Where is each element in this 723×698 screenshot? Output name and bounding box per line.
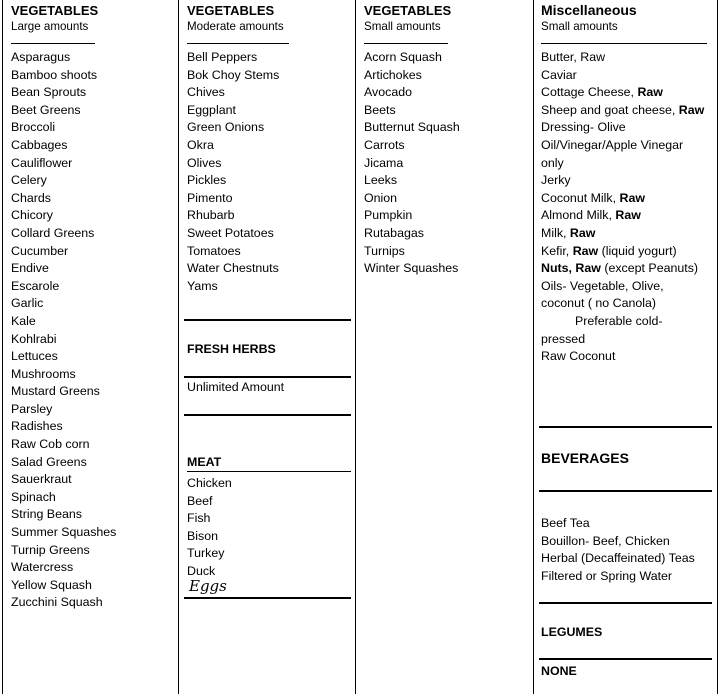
list-item: Beet Greens bbox=[11, 102, 81, 117]
underline bbox=[541, 36, 707, 44]
legumes-value: NONE bbox=[541, 664, 577, 678]
beverages-list bbox=[541, 515, 695, 585]
item-raw: Raw bbox=[615, 208, 641, 223]
column-title: Miscellaneous bbox=[541, 2, 637, 18]
list-item: Chicory bbox=[11, 208, 53, 223]
list-item: Sauerkraut bbox=[11, 472, 72, 487]
list-item: Green Onions bbox=[187, 120, 265, 135]
list-item: coconut ( no Canola) bbox=[541, 296, 657, 311]
list-item: Collard Greens bbox=[11, 225, 95, 240]
list-item: Beef bbox=[187, 493, 213, 508]
vegetable-list bbox=[11, 49, 116, 612]
list-item: Mustard Greens bbox=[11, 384, 100, 399]
item-text: Cottage Cheese, bbox=[541, 85, 638, 100]
handwritten-eggs: Eggs bbox=[189, 576, 227, 595]
beverages-title: BEVERAGES bbox=[541, 450, 629, 466]
list-item: Artichokes bbox=[364, 67, 422, 82]
item-raw: Nuts, Raw bbox=[541, 261, 601, 276]
list-item: Kale bbox=[11, 313, 36, 328]
list-item: Tomatoes bbox=[187, 243, 241, 258]
list-item: Raw Coconut bbox=[541, 349, 616, 364]
list-item: Olives bbox=[187, 155, 222, 170]
list-item: Turnips bbox=[364, 243, 405, 258]
underline bbox=[11, 36, 95, 44]
list-item bbox=[541, 84, 707, 102]
list-item: Radishes bbox=[11, 419, 63, 434]
section-divider bbox=[539, 602, 712, 604]
list-item: Chards bbox=[11, 190, 51, 205]
list-item: Asparagus bbox=[11, 50, 71, 64]
item-text: Almond Milk, bbox=[541, 208, 616, 223]
column-subtitle: Moderate amounts bbox=[187, 20, 284, 33]
table-border-left bbox=[2, 0, 3, 694]
item-text: Milk, bbox=[541, 225, 570, 240]
column-divider bbox=[178, 0, 179, 694]
list-item: Parsley bbox=[11, 401, 53, 416]
list-item: Acorn Squash bbox=[364, 50, 442, 64]
list-item: Beets bbox=[364, 102, 396, 117]
item-raw: Raw bbox=[678, 102, 705, 117]
list-item: Yams bbox=[187, 278, 218, 293]
list-item: Pickles bbox=[187, 173, 227, 188]
list-item: Zucchini Squash bbox=[11, 595, 103, 610]
list-item: Yellow Squash bbox=[11, 577, 92, 592]
list-item bbox=[541, 225, 707, 243]
column-title: VEGETABLES bbox=[364, 3, 452, 18]
list-item bbox=[541, 260, 707, 278]
legumes-title: LEGUMES bbox=[541, 625, 603, 639]
list-item bbox=[541, 207, 707, 225]
column-miscellaneous bbox=[541, 3, 707, 366]
list-item: Pumpkin bbox=[364, 208, 413, 223]
list-item bbox=[541, 190, 707, 208]
list-item: Kohlrabi bbox=[11, 331, 57, 346]
item-text: Sheep and goat cheese, bbox=[541, 102, 679, 117]
list-item bbox=[541, 102, 707, 120]
section-divider bbox=[184, 414, 351, 416]
column-divider bbox=[355, 0, 356, 694]
column-large-vegetables bbox=[11, 3, 116, 612]
list-item: pressed bbox=[541, 331, 586, 346]
section-divider bbox=[184, 376, 351, 378]
list-item: Chives bbox=[187, 85, 225, 100]
list-item: Chicken bbox=[187, 476, 232, 490]
list-item: Mushrooms bbox=[11, 366, 76, 381]
list-item: Celery bbox=[11, 173, 47, 188]
list-item: Onion bbox=[364, 190, 398, 205]
table-border-right bbox=[717, 0, 718, 694]
column-subtitle: Large amounts bbox=[11, 20, 89, 33]
list-item: Cabbages bbox=[11, 137, 68, 152]
item-text: Kefir, bbox=[541, 243, 573, 258]
fresh-herbs-title: FRESH HERBS bbox=[187, 342, 276, 356]
list-item: Endive bbox=[11, 261, 49, 276]
list-item: only bbox=[541, 155, 564, 170]
item-raw: Raw bbox=[619, 190, 645, 205]
list-item: Bean Sprouts bbox=[11, 85, 87, 100]
item-raw: Raw bbox=[572, 243, 599, 258]
list-item: Sweet Potatoes bbox=[187, 225, 274, 240]
list-item: Bok Choy Stems bbox=[187, 67, 280, 82]
section-divider bbox=[539, 426, 712, 428]
list-item: Pimento bbox=[187, 190, 233, 205]
list-item: Water Chestnuts bbox=[187, 261, 279, 276]
list-item: String Beans bbox=[11, 507, 82, 522]
column-title: VEGETABLES bbox=[11, 3, 99, 18]
column-subtitle: Small amounts bbox=[364, 20, 441, 33]
column-subtitle: Small amounts bbox=[541, 20, 618, 33]
food-table bbox=[2, 0, 718, 694]
list-item: Okra bbox=[187, 137, 214, 152]
vegetable-list bbox=[364, 49, 460, 278]
list-item: Turkey bbox=[187, 546, 225, 561]
meat-title: MEAT bbox=[187, 455, 351, 472]
list-item: Rutabagas bbox=[364, 225, 424, 240]
item-text: Coconut Milk, bbox=[541, 190, 620, 205]
list-item: Bamboo shoots bbox=[11, 67, 98, 82]
beverages-list-wrap bbox=[541, 515, 695, 585]
list-item: Beef Tea bbox=[541, 516, 590, 530]
column-divider bbox=[533, 0, 534, 694]
list-item: Bell Peppers bbox=[187, 50, 258, 64]
meat-list-wrap bbox=[187, 475, 232, 595]
list-item: Cauliflower bbox=[11, 155, 73, 170]
underline bbox=[364, 36, 448, 44]
list-item: Leeks bbox=[364, 173, 398, 188]
list-item bbox=[541, 243, 707, 261]
list-item: Jerky bbox=[541, 173, 571, 188]
list-item: Escarole bbox=[11, 278, 60, 293]
list-item: Lettuces bbox=[11, 349, 58, 364]
section-divider bbox=[184, 319, 351, 321]
list-item: Jicama bbox=[364, 155, 404, 170]
list-item: Rhubarb bbox=[187, 208, 235, 223]
section-divider bbox=[539, 490, 712, 492]
list-item: Caviar bbox=[541, 67, 577, 82]
list-item: Turnip Greens bbox=[11, 542, 90, 557]
list-item: Raw Cob corn bbox=[11, 437, 90, 452]
list-item: Herbal (Decaffeinated) Teas bbox=[541, 551, 695, 566]
list-item: Preferable cold- bbox=[575, 313, 663, 328]
misc-list bbox=[541, 49, 707, 366]
list-item: Summer Squashes bbox=[11, 525, 117, 540]
list-item: Duck bbox=[187, 563, 216, 578]
item-raw: Raw bbox=[569, 225, 596, 240]
list-item: Fish bbox=[187, 511, 211, 526]
list-item: Butter, Raw bbox=[541, 50, 606, 64]
underline bbox=[187, 36, 289, 44]
list-item: Cucumber bbox=[11, 243, 69, 258]
list-item: Filtered or Spring Water bbox=[541, 568, 673, 583]
section-divider bbox=[539, 658, 712, 660]
herbs-amount: Unlimited Amount bbox=[187, 380, 285, 394]
list-item: Broccoli bbox=[11, 120, 56, 135]
list-item: Watercress bbox=[11, 560, 74, 575]
meat-list bbox=[187, 475, 232, 581]
list-item: Avocado bbox=[364, 85, 412, 100]
item-raw: Raw bbox=[637, 85, 663, 100]
list-item: Butternut Squash bbox=[364, 120, 460, 135]
vegetable-list bbox=[187, 49, 289, 295]
column-small-vegetables bbox=[364, 3, 460, 278]
list-item: Spinach bbox=[11, 489, 56, 504]
list-item: Bison bbox=[187, 528, 218, 543]
list-item: Eggplant bbox=[187, 102, 236, 117]
list-item: Carrots bbox=[364, 137, 405, 152]
item-text: (except Peanuts) bbox=[600, 261, 699, 276]
section-divider bbox=[184, 597, 351, 599]
list-item: Oil/Vinegar/Apple Vinegar bbox=[541, 137, 684, 152]
column-title: VEGETABLES bbox=[187, 3, 275, 18]
column-moderate-vegetables bbox=[187, 3, 289, 295]
list-item: Winter Squashes bbox=[364, 261, 459, 276]
list-item: Garlic bbox=[11, 296, 44, 311]
list-item: Oils- Vegetable, Olive, bbox=[541, 278, 664, 293]
list-item: Bouillon- Beef, Chicken bbox=[541, 533, 670, 548]
list-item: Dressing- Olive bbox=[541, 120, 626, 135]
item-text: (liquid yogurt) bbox=[598, 243, 677, 258]
list-item: Salad Greens bbox=[11, 454, 87, 469]
